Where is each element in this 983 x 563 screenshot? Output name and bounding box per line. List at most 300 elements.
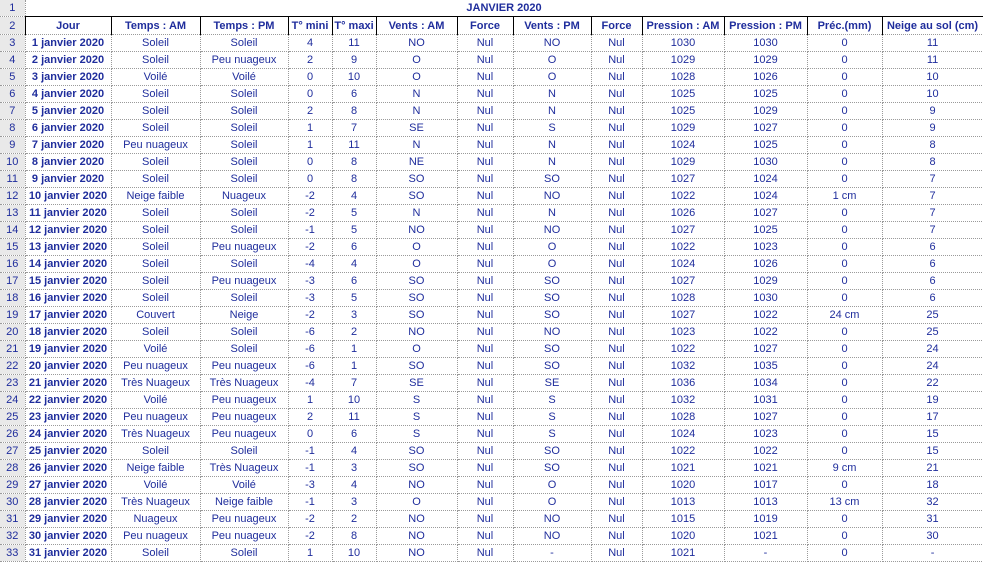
row-header[interactable]: 7 xyxy=(0,103,25,120)
data-cell[interactable]: 24 xyxy=(882,358,983,375)
data-cell[interactable]: Nul xyxy=(591,69,642,86)
column-header[interactable]: Temps : PM xyxy=(200,17,288,35)
data-cell[interactable]: Nul xyxy=(457,171,513,188)
data-cell[interactable]: Nul xyxy=(591,392,642,409)
data-cell[interactable]: 1030 xyxy=(724,35,807,52)
data-cell[interactable]: Nul xyxy=(591,511,642,528)
data-cell[interactable]: 1030 xyxy=(724,154,807,171)
data-cell[interactable]: 30 xyxy=(882,528,983,545)
data-cell[interactable]: Soleil xyxy=(200,35,288,52)
data-cell[interactable]: Nul xyxy=(457,239,513,256)
data-cell[interactable]: O xyxy=(513,239,591,256)
data-cell[interactable]: 7 xyxy=(332,120,376,137)
data-cell[interactable]: Soleil xyxy=(200,443,288,460)
data-cell[interactable]: 0 xyxy=(807,477,882,494)
data-cell[interactable]: 1026 xyxy=(724,69,807,86)
data-cell[interactable]: Nul xyxy=(457,137,513,154)
data-cell[interactable]: 22 xyxy=(882,375,983,392)
data-cell[interactable]: Nul xyxy=(591,307,642,324)
data-cell[interactable]: O xyxy=(376,341,457,358)
data-cell[interactable]: S xyxy=(513,426,591,443)
date-cell[interactable]: 19 janvier 2020 xyxy=(25,341,111,358)
data-cell[interactable]: Nul xyxy=(457,69,513,86)
row-header[interactable]: 22 xyxy=(0,358,25,375)
data-cell[interactable]: Soleil xyxy=(111,222,200,239)
data-cell[interactable]: Soleil xyxy=(111,443,200,460)
date-cell[interactable]: 18 janvier 2020 xyxy=(25,324,111,341)
data-cell[interactable]: Nul xyxy=(457,188,513,205)
data-cell[interactable]: 2 xyxy=(332,511,376,528)
data-cell[interactable]: 0 xyxy=(807,154,882,171)
column-header[interactable]: Jour xyxy=(25,17,111,35)
row-header[interactable]: 6 xyxy=(0,86,25,103)
data-cell[interactable]: 6 xyxy=(332,239,376,256)
data-cell[interactable]: 0 xyxy=(807,443,882,460)
column-header[interactable]: Neige au sol (cm) xyxy=(882,17,983,35)
data-cell[interactable]: 5 xyxy=(332,205,376,222)
data-cell[interactable]: Nul xyxy=(591,188,642,205)
data-cell[interactable]: Nul xyxy=(457,307,513,324)
row-header[interactable]: 8 xyxy=(0,120,25,137)
data-cell[interactable]: Nul xyxy=(591,273,642,290)
data-cell[interactable]: SO xyxy=(376,307,457,324)
data-cell[interactable]: 3 xyxy=(332,460,376,477)
data-cell[interactable]: 1 xyxy=(288,137,332,154)
date-cell[interactable]: 2 janvier 2020 xyxy=(25,52,111,69)
data-cell[interactable]: 4 xyxy=(332,188,376,205)
data-cell[interactable]: Nul xyxy=(457,511,513,528)
date-cell[interactable]: 22 janvier 2020 xyxy=(25,392,111,409)
data-cell[interactable]: Soleil xyxy=(200,341,288,358)
data-cell[interactable]: Nul xyxy=(457,290,513,307)
data-cell[interactable]: 4 xyxy=(332,443,376,460)
data-cell[interactable]: 10 xyxy=(332,69,376,86)
data-cell[interactable]: S xyxy=(376,409,457,426)
data-cell[interactable]: 8 xyxy=(332,171,376,188)
data-cell[interactable]: Peu nuageux xyxy=(200,52,288,69)
data-cell[interactable]: 32 xyxy=(882,494,983,511)
data-cell[interactable]: 1021 xyxy=(724,460,807,477)
data-cell[interactable]: 0 xyxy=(807,86,882,103)
data-cell[interactable]: 0 xyxy=(807,256,882,273)
data-cell[interactable]: -4 xyxy=(288,375,332,392)
data-cell[interactable]: 17 xyxy=(882,409,983,426)
data-cell[interactable]: Nul xyxy=(591,86,642,103)
data-cell[interactable]: 1030 xyxy=(642,35,724,52)
data-cell[interactable]: Soleil xyxy=(200,256,288,273)
data-cell[interactable]: Nul xyxy=(457,256,513,273)
data-cell[interactable]: 0 xyxy=(807,528,882,545)
data-cell[interactable]: N xyxy=(376,205,457,222)
column-header[interactable]: Préc.(mm) xyxy=(807,17,882,35)
data-cell[interactable]: Nul xyxy=(591,137,642,154)
data-cell[interactable]: Nul xyxy=(457,103,513,120)
data-cell[interactable]: - xyxy=(882,545,983,562)
data-cell[interactable]: Très Nuageux xyxy=(200,460,288,477)
data-cell[interactable]: Soleil xyxy=(111,52,200,69)
data-cell[interactable]: 18 xyxy=(882,477,983,494)
date-cell[interactable]: 17 janvier 2020 xyxy=(25,307,111,324)
data-cell[interactable]: Soleil xyxy=(200,86,288,103)
data-cell[interactable]: 1034 xyxy=(724,375,807,392)
data-cell[interactable]: 1024 xyxy=(642,256,724,273)
date-cell[interactable]: 10 janvier 2020 xyxy=(25,188,111,205)
row-header[interactable]: 14 xyxy=(0,222,25,239)
data-cell[interactable]: Soleil xyxy=(111,154,200,171)
data-cell[interactable]: O xyxy=(513,494,591,511)
column-header[interactable]: Vents : PM xyxy=(513,17,591,35)
data-cell[interactable]: Nul xyxy=(457,426,513,443)
data-cell[interactable]: N xyxy=(513,86,591,103)
data-cell[interactable]: 6 xyxy=(332,86,376,103)
data-cell[interactable]: -6 xyxy=(288,358,332,375)
data-cell[interactable]: 1027 xyxy=(724,205,807,222)
row-header[interactable]: 3 xyxy=(0,35,25,52)
data-cell[interactable]: 9 cm xyxy=(807,460,882,477)
data-cell[interactable]: Peu nuageux xyxy=(200,273,288,290)
data-cell[interactable]: 4 xyxy=(332,477,376,494)
data-cell[interactable]: 1 xyxy=(288,545,332,562)
data-cell[interactable]: 10 xyxy=(882,69,983,86)
date-cell[interactable]: 9 janvier 2020 xyxy=(25,171,111,188)
data-cell[interactable]: 0 xyxy=(807,103,882,120)
data-cell[interactable]: -3 xyxy=(288,273,332,290)
data-cell[interactable]: Voilé xyxy=(111,392,200,409)
data-cell[interactable]: 25 xyxy=(882,307,983,324)
column-header[interactable]: T° mini xyxy=(288,17,332,35)
data-cell[interactable]: Voilé xyxy=(200,477,288,494)
data-cell[interactable]: Nul xyxy=(457,52,513,69)
data-cell[interactable]: Nul xyxy=(591,290,642,307)
data-cell[interactable]: -2 xyxy=(288,307,332,324)
data-cell[interactable]: Nul xyxy=(591,256,642,273)
data-cell[interactable]: Nul xyxy=(457,222,513,239)
date-cell[interactable]: 5 janvier 2020 xyxy=(25,103,111,120)
data-cell[interactable]: Peu nuageux xyxy=(200,528,288,545)
data-cell[interactable]: 5 xyxy=(332,222,376,239)
data-cell[interactable]: 2 xyxy=(288,409,332,426)
data-cell[interactable]: 1020 xyxy=(642,528,724,545)
data-cell[interactable]: 24 xyxy=(882,341,983,358)
data-cell[interactable]: 1029 xyxy=(642,52,724,69)
data-cell[interactable]: Soleil xyxy=(200,324,288,341)
data-cell[interactable]: Voilé xyxy=(200,69,288,86)
row-header[interactable]: 31 xyxy=(0,511,25,528)
data-cell[interactable]: 21 xyxy=(882,460,983,477)
data-cell[interactable]: Nul xyxy=(457,120,513,137)
data-cell[interactable]: SE xyxy=(376,120,457,137)
data-cell[interactable]: 31 xyxy=(882,511,983,528)
data-cell[interactable]: 1029 xyxy=(724,52,807,69)
date-cell[interactable]: 4 janvier 2020 xyxy=(25,86,111,103)
data-cell[interactable]: Nul xyxy=(591,528,642,545)
data-cell[interactable]: S xyxy=(376,426,457,443)
data-cell[interactable]: 1027 xyxy=(642,171,724,188)
data-cell[interactable]: O xyxy=(376,494,457,511)
data-cell[interactable]: Nul xyxy=(457,460,513,477)
data-cell[interactable]: 1026 xyxy=(642,205,724,222)
data-cell[interactable]: 1022 xyxy=(724,443,807,460)
row-header[interactable]: 33 xyxy=(0,545,25,562)
data-cell[interactable]: Soleil xyxy=(111,103,200,120)
data-cell[interactable]: 1019 xyxy=(724,511,807,528)
column-header[interactable]: Pression : AM xyxy=(642,17,724,35)
data-cell[interactable]: Peu nuageux xyxy=(200,409,288,426)
data-cell[interactable]: 0 xyxy=(288,426,332,443)
data-cell[interactable]: 1028 xyxy=(642,290,724,307)
data-cell[interactable]: SO xyxy=(376,188,457,205)
data-cell[interactable]: 1013 xyxy=(724,494,807,511)
row-header[interactable]: 18 xyxy=(0,290,25,307)
data-cell[interactable]: 0 xyxy=(807,69,882,86)
date-cell[interactable]: 28 janvier 2020 xyxy=(25,494,111,511)
data-cell[interactable]: Soleil xyxy=(111,256,200,273)
data-cell[interactable]: O xyxy=(513,256,591,273)
data-cell[interactable]: 24 cm xyxy=(807,307,882,324)
row-header[interactable]: 23 xyxy=(0,375,25,392)
data-cell[interactable]: 1021 xyxy=(642,545,724,562)
data-cell[interactable]: 1022 xyxy=(642,188,724,205)
data-cell[interactable]: Très Nuageux xyxy=(111,375,200,392)
data-cell[interactable]: -2 xyxy=(288,205,332,222)
column-header[interactable]: Pression : PM xyxy=(724,17,807,35)
data-cell[interactable]: Nul xyxy=(457,392,513,409)
data-cell[interactable]: N xyxy=(513,103,591,120)
data-cell[interactable]: Nul xyxy=(457,443,513,460)
data-cell[interactable]: 0 xyxy=(807,171,882,188)
data-cell[interactable]: -4 xyxy=(288,256,332,273)
date-cell[interactable]: 1 janvier 2020 xyxy=(25,35,111,52)
data-cell[interactable]: Peu nuageux xyxy=(200,358,288,375)
data-cell[interactable]: 4 xyxy=(332,256,376,273)
data-cell[interactable]: NO xyxy=(513,188,591,205)
date-cell[interactable]: 24 janvier 2020 xyxy=(25,426,111,443)
date-cell[interactable]: 8 janvier 2020 xyxy=(25,154,111,171)
data-cell[interactable]: 1026 xyxy=(724,256,807,273)
data-cell[interactable]: -2 xyxy=(288,528,332,545)
data-cell[interactable]: 1032 xyxy=(642,392,724,409)
date-cell[interactable]: 20 janvier 2020 xyxy=(25,358,111,375)
data-cell[interactable]: SO xyxy=(513,341,591,358)
data-cell[interactable]: SO xyxy=(513,460,591,477)
data-cell[interactable]: 0 xyxy=(807,120,882,137)
data-cell[interactable]: SO xyxy=(376,171,457,188)
data-cell[interactable]: SO xyxy=(376,358,457,375)
data-cell[interactable]: -6 xyxy=(288,324,332,341)
data-cell[interactable]: Nul xyxy=(457,154,513,171)
data-cell[interactable]: SO xyxy=(513,171,591,188)
date-cell[interactable]: 11 janvier 2020 xyxy=(25,205,111,222)
data-cell[interactable]: Nul xyxy=(591,120,642,137)
data-cell[interactable]: Nul xyxy=(457,86,513,103)
data-cell[interactable]: -3 xyxy=(288,290,332,307)
data-cell[interactable]: 15 xyxy=(882,443,983,460)
data-cell[interactable]: S xyxy=(376,392,457,409)
data-cell[interactable]: 1028 xyxy=(642,69,724,86)
data-cell[interactable]: SO xyxy=(513,273,591,290)
data-cell[interactable]: 0 xyxy=(807,358,882,375)
date-cell[interactable]: 14 janvier 2020 xyxy=(25,256,111,273)
data-cell[interactable]: 9 xyxy=(882,120,983,137)
data-cell[interactable]: Nul xyxy=(591,341,642,358)
data-cell[interactable]: N xyxy=(513,137,591,154)
data-cell[interactable]: 9 xyxy=(882,103,983,120)
data-cell[interactable]: NO xyxy=(513,222,591,239)
row-header[interactable]: 24 xyxy=(0,392,25,409)
data-cell[interactable]: Nul xyxy=(591,222,642,239)
data-cell[interactable]: 7 xyxy=(882,188,983,205)
data-cell[interactable]: 13 cm xyxy=(807,494,882,511)
data-cell[interactable]: 10 xyxy=(882,86,983,103)
data-cell[interactable]: 25 xyxy=(882,324,983,341)
data-cell[interactable]: 1027 xyxy=(724,409,807,426)
data-cell[interactable]: 11 xyxy=(332,35,376,52)
data-cell[interactable]: NO xyxy=(376,528,457,545)
data-cell[interactable]: 0 xyxy=(807,205,882,222)
column-header[interactable]: Vents : AM xyxy=(376,17,457,35)
row-header[interactable]: 12 xyxy=(0,188,25,205)
data-cell[interactable]: Nul xyxy=(591,426,642,443)
data-cell[interactable]: NO xyxy=(376,324,457,341)
row-header[interactable]: 26 xyxy=(0,426,25,443)
date-cell[interactable]: 21 janvier 2020 xyxy=(25,375,111,392)
data-cell[interactable]: Très Nuageux xyxy=(111,426,200,443)
data-cell[interactable]: Nul xyxy=(591,477,642,494)
data-cell[interactable]: -1 xyxy=(288,222,332,239)
data-cell[interactable]: Soleil xyxy=(111,273,200,290)
data-cell[interactable]: 1025 xyxy=(724,137,807,154)
data-cell[interactable]: 11 xyxy=(332,137,376,154)
data-cell[interactable]: Nul xyxy=(457,324,513,341)
data-cell[interactable]: O xyxy=(376,239,457,256)
data-cell[interactable]: Voilé xyxy=(111,69,200,86)
data-cell[interactable]: N xyxy=(513,154,591,171)
data-cell[interactable]: Nul xyxy=(591,35,642,52)
data-cell[interactable]: 9 xyxy=(332,52,376,69)
data-cell[interactable]: 6 xyxy=(882,256,983,273)
data-cell[interactable]: SO xyxy=(513,307,591,324)
data-cell[interactable]: 0 xyxy=(807,222,882,239)
data-cell[interactable]: 0 xyxy=(288,154,332,171)
data-cell[interactable]: 1021 xyxy=(724,528,807,545)
row-header[interactable]: 32 xyxy=(0,528,25,545)
data-cell[interactable]: Voilé xyxy=(111,477,200,494)
data-cell[interactable]: 6 xyxy=(882,290,983,307)
row-header[interactable]: 19 xyxy=(0,307,25,324)
data-cell[interactable]: 0 xyxy=(288,69,332,86)
data-cell[interactable]: Nul xyxy=(457,545,513,562)
data-cell[interactable]: N xyxy=(376,86,457,103)
date-cell[interactable]: 30 janvier 2020 xyxy=(25,528,111,545)
data-cell[interactable]: 1031 xyxy=(724,392,807,409)
data-cell[interactable]: Nuageux xyxy=(111,511,200,528)
data-cell[interactable]: 0 xyxy=(807,375,882,392)
data-cell[interactable]: NO xyxy=(376,222,457,239)
data-cell[interactable]: 1023 xyxy=(642,324,724,341)
data-cell[interactable]: Nul xyxy=(591,375,642,392)
data-cell[interactable]: 8 xyxy=(332,528,376,545)
data-cell[interactable]: Neige faible xyxy=(111,460,200,477)
data-cell[interactable]: 8 xyxy=(332,103,376,120)
data-cell[interactable]: Neige faible xyxy=(200,494,288,511)
data-cell[interactable]: Peu nuageux xyxy=(111,528,200,545)
data-cell[interactable]: 7 xyxy=(882,205,983,222)
data-cell[interactable]: 0 xyxy=(807,341,882,358)
row-header[interactable]: 11 xyxy=(0,171,25,188)
date-cell[interactable]: 15 janvier 2020 xyxy=(25,273,111,290)
date-cell[interactable]: 25 janvier 2020 xyxy=(25,443,111,460)
date-cell[interactable]: 29 janvier 2020 xyxy=(25,511,111,528)
data-cell[interactable]: 1017 xyxy=(724,477,807,494)
data-cell[interactable]: Soleil xyxy=(200,290,288,307)
data-cell[interactable]: -3 xyxy=(288,477,332,494)
data-cell[interactable]: SE xyxy=(376,375,457,392)
data-cell[interactable]: 1029 xyxy=(724,273,807,290)
data-cell[interactable]: 0 xyxy=(807,511,882,528)
data-cell[interactable]: -2 xyxy=(288,188,332,205)
data-cell[interactable]: 1029 xyxy=(724,103,807,120)
data-cell[interactable]: Nul xyxy=(591,154,642,171)
data-cell[interactable]: 4 xyxy=(288,35,332,52)
data-cell[interactable]: -6 xyxy=(288,341,332,358)
data-cell[interactable]: Soleil xyxy=(200,222,288,239)
data-cell[interactable]: Soleil xyxy=(200,154,288,171)
date-cell[interactable]: 16 janvier 2020 xyxy=(25,290,111,307)
data-cell[interactable]: SE xyxy=(513,375,591,392)
data-cell[interactable]: - xyxy=(513,545,591,562)
data-cell[interactable]: 0 xyxy=(807,324,882,341)
data-cell[interactable]: 1029 xyxy=(642,154,724,171)
data-cell[interactable]: Peu nuageux xyxy=(200,239,288,256)
data-cell[interactable]: Nul xyxy=(457,341,513,358)
date-cell[interactable]: 3 janvier 2020 xyxy=(25,69,111,86)
data-cell[interactable]: Très Nuageux xyxy=(111,494,200,511)
data-cell[interactable]: N xyxy=(513,205,591,222)
data-cell[interactable]: 3 xyxy=(332,494,376,511)
data-cell[interactable]: Soleil xyxy=(200,545,288,562)
data-cell[interactable]: SO xyxy=(376,290,457,307)
column-header[interactable]: Force xyxy=(457,17,513,35)
row-header[interactable]: 17 xyxy=(0,273,25,290)
date-cell[interactable]: 26 janvier 2020 xyxy=(25,460,111,477)
data-cell[interactable]: NO xyxy=(513,511,591,528)
date-cell[interactable]: 6 janvier 2020 xyxy=(25,120,111,137)
data-cell[interactable]: S xyxy=(513,392,591,409)
data-cell[interactable]: Neige faible xyxy=(111,188,200,205)
data-cell[interactable]: 8 xyxy=(882,154,983,171)
data-cell[interactable]: 1027 xyxy=(642,222,724,239)
data-cell[interactable]: 1029 xyxy=(642,120,724,137)
data-cell[interactable]: 1022 xyxy=(642,341,724,358)
data-cell[interactable]: NO xyxy=(513,324,591,341)
column-header[interactable]: Temps : AM xyxy=(111,17,200,35)
data-cell[interactable]: 1027 xyxy=(724,341,807,358)
data-cell[interactable]: 1036 xyxy=(642,375,724,392)
data-cell[interactable]: Peu nuageux xyxy=(200,392,288,409)
data-cell[interactable]: 0 xyxy=(807,35,882,52)
data-cell[interactable]: SO xyxy=(376,460,457,477)
data-cell[interactable]: 0 xyxy=(807,409,882,426)
data-cell[interactable]: 11 xyxy=(332,409,376,426)
data-cell[interactable]: Peu nuageux xyxy=(111,409,200,426)
data-cell[interactable]: Soleil xyxy=(111,545,200,562)
data-cell[interactable]: Nul xyxy=(457,528,513,545)
data-cell[interactable]: Nul xyxy=(591,460,642,477)
data-cell[interactable]: 1024 xyxy=(724,188,807,205)
data-cell[interactable]: 5 xyxy=(332,290,376,307)
data-cell[interactable]: 1 cm xyxy=(807,188,882,205)
data-cell[interactable]: 1025 xyxy=(642,103,724,120)
